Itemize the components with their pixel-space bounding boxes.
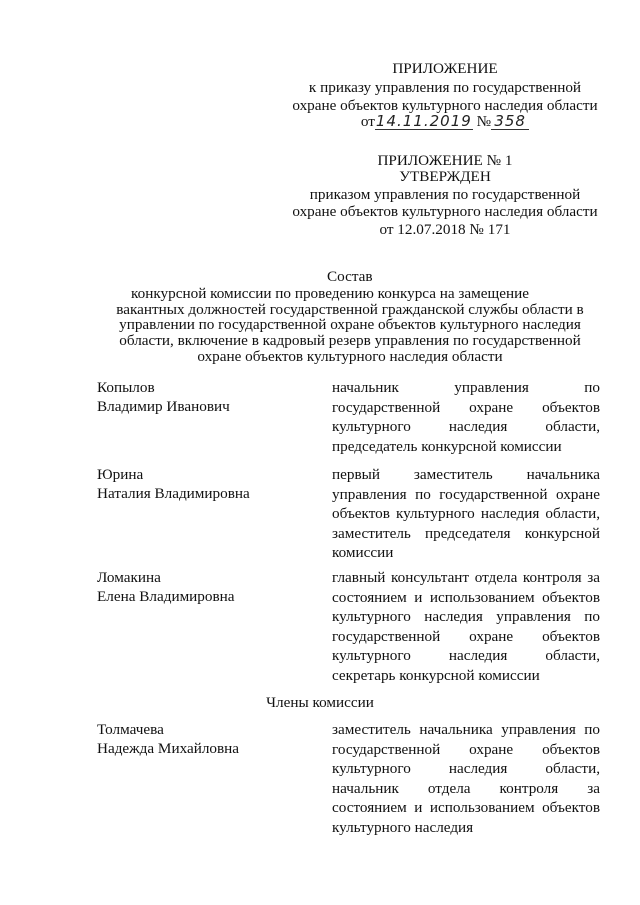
commission-title-line2: вакантных должностей государственной гражданской службы области в [116,301,584,318]
role-line: культурного наследия области, [332,647,600,664]
members-heading: Члены комиссии [266,694,374,711]
approval-line1: приказом управления по государственной [309,186,581,203]
approval-line2: охране объектов культурного наследия области [292,203,598,220]
commission-heading: Состав [327,268,373,285]
role-line: государственной охране объектов [332,398,600,416]
role-line: культурного наследия области, [332,418,600,435]
role-line: государственной охране объектов [332,627,600,645]
member-given-names: Надежда Михайловна [97,740,240,757]
member-role [332,720,600,837]
role-line: секретарь конкурсной комиссии [332,666,540,684]
role-line: заместитель начальника управления по [332,721,600,738]
role-line: комиссии [332,544,394,561]
from-prefix: от [360,113,375,130]
appendix-order-line1: к приказу управления по государственной [308,79,582,96]
role-line: начальник отдела контроля за [332,779,600,797]
role-line: начальник управления по [332,379,600,396]
role-line: культурного наследия области, [332,760,600,777]
commission-title-line3: управлении по государственной охране объектов культурного наследия [119,316,581,333]
role-line: председатель конкурсной комиссии [332,437,562,455]
appendix-date-line [260,113,630,130]
approval-approved: УТВЕРЖДЕН [399,168,491,185]
role-line: культурного наследия управления по [332,608,600,625]
appendix-title: ПРИЛОЖЕНИЕ [392,60,498,77]
handwritten-date: 14.11.2019 [375,112,472,130]
member-name [97,720,317,758]
approval-line3: от 12.07.2018 № 171 [379,221,511,238]
role-line: государственной охране объектов [332,740,600,758]
role-line: управления по государственной охране [332,485,600,503]
member-name [97,378,317,416]
role-line: объектов культурного наследия области, [332,505,600,522]
approval-title: ПРИЛОЖЕНИЕ № 1 [377,152,513,169]
member-name [97,465,317,503]
member-role [332,465,600,563]
member-role [332,378,600,456]
member-name [97,568,317,606]
role-line: культурного наследия [332,818,474,836]
role-line: заместитель председателя конкурсной [332,524,600,542]
member-role [332,568,600,685]
member-given-names: Наталия Владимировна [97,485,250,502]
member-surname: Юрина [97,466,144,483]
commission-title-line4: области, включение в кадровый резерв управления по государственной [119,332,581,349]
handwritten-number: 358 [491,114,529,130]
member-surname: Толмачева [97,721,164,738]
role-line: состоянием и использованием объектов [332,588,600,606]
role-line: состоянием и использованием объектов [332,799,600,816]
commission-title-line5: охране объектов культурного наследия области [197,348,503,365]
member-surname: Ломакина [97,569,161,586]
commission-title-line1: конкурсной комиссии по проведению конкурса на замещение [131,285,529,302]
member-surname: Копылов [97,379,155,396]
number-prefix: № [476,113,492,130]
member-given-names: Елена Владимировна [97,588,235,605]
role-line: первый заместитель начальника [332,466,600,483]
appendix-order-line2: охране объектов культурного наследия области [292,97,598,114]
role-line: главный консультант отдела контроля за [332,569,600,586]
member-given-names: Владимир Иванович [97,398,230,415]
